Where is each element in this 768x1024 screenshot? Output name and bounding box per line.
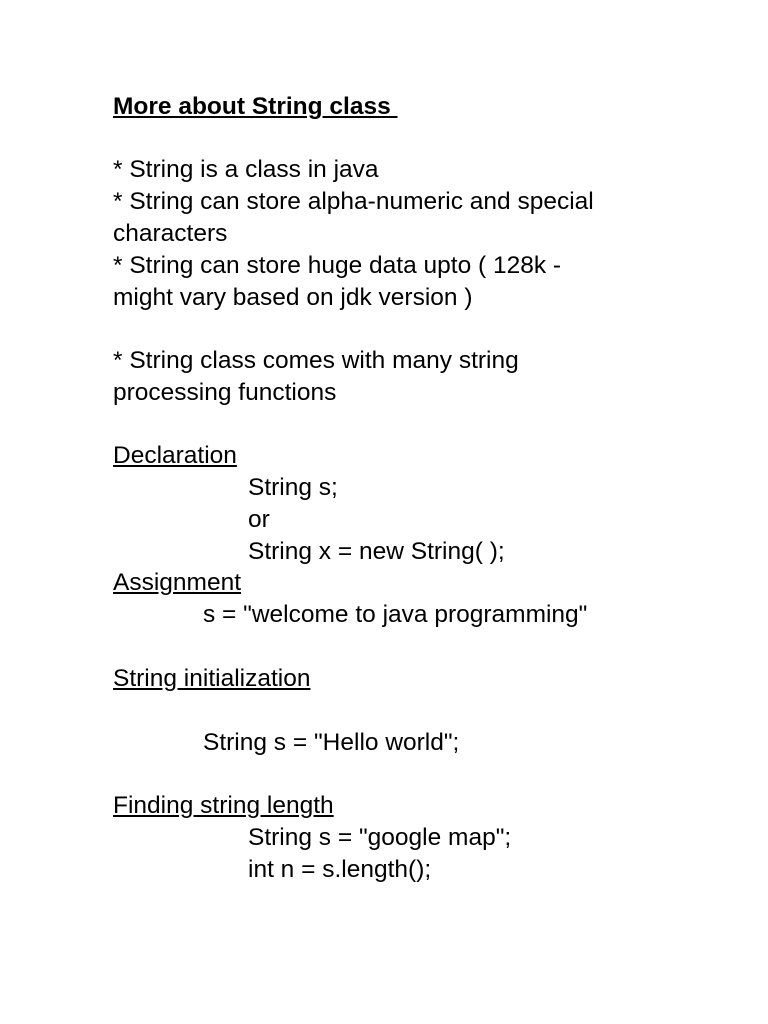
initialization-code: String s = "Hello world"; xyxy=(203,729,460,756)
length-code-2: int n = s.length(); xyxy=(248,856,432,883)
bullet-functions-line1: * String class comes with many string xyxy=(113,347,519,374)
page-title: More about String class xyxy=(113,93,398,120)
bullet-huge-data-line2: might vary based on jdk version ) xyxy=(113,284,473,311)
bullet-alphanumeric-line2: characters xyxy=(113,220,228,247)
initialization-heading: String initialization xyxy=(113,665,311,692)
declaration-heading: Declaration xyxy=(113,442,237,469)
length-code-1: String s = "google map"; xyxy=(248,824,512,851)
declaration-code-2: String x = new String( ); xyxy=(248,538,505,565)
bullet-functions-line2: processing functions xyxy=(113,379,337,406)
assignment-heading: Assignment xyxy=(113,569,242,596)
assignment-code: s = "welcome to java programming" xyxy=(203,601,588,628)
bullet-huge-data-line1: * String can store huge data upto ( 128k - xyxy=(113,252,562,279)
declaration-or: or xyxy=(248,506,270,533)
length-heading: Finding string length xyxy=(113,792,334,819)
declaration-code-1: String s; xyxy=(248,474,338,501)
bullet-string-is-class: * String is a class in java xyxy=(113,156,379,183)
bullet-alphanumeric-line1: * String can store alpha-numeric and special xyxy=(113,188,594,215)
